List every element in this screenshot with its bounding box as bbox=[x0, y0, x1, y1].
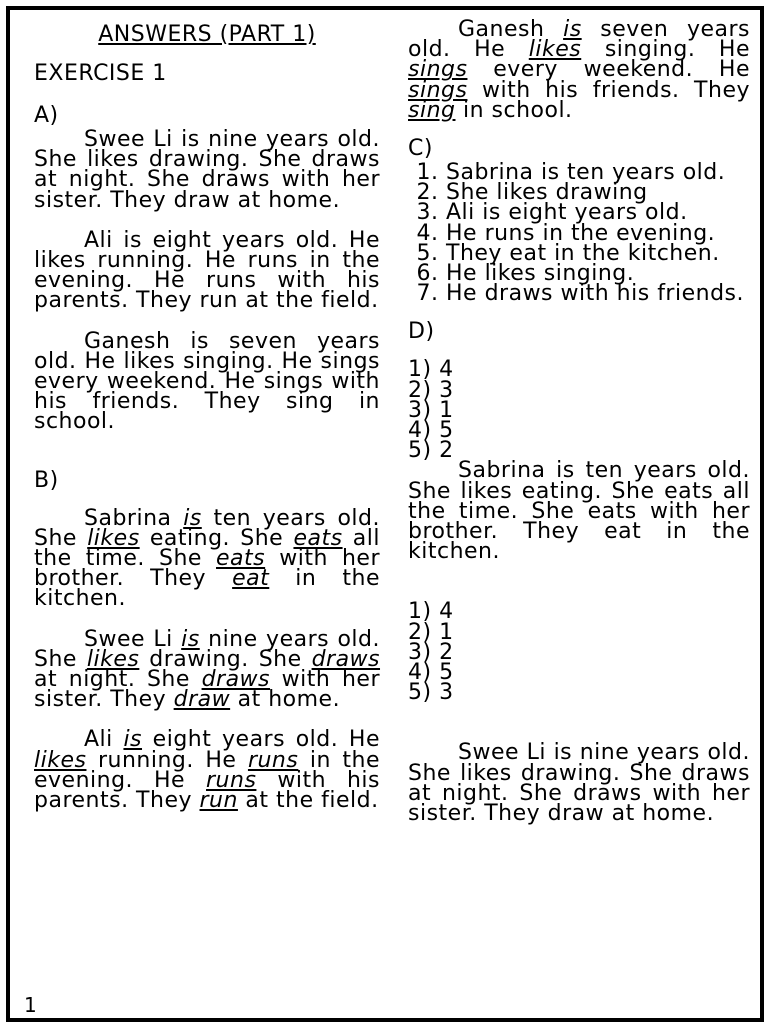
section-c-item: 1. Sabrina is ten years old. bbox=[446, 163, 750, 183]
answer-word: is bbox=[123, 727, 143, 753]
answer-word: draws bbox=[201, 667, 271, 693]
text-run: at the field. bbox=[237, 788, 379, 814]
order-item: 5) 2 bbox=[408, 438, 454, 464]
answer-word: likes bbox=[87, 525, 140, 551]
text-run: in the kitchen. bbox=[34, 566, 380, 612]
section-c-item: 2. She likes drawing bbox=[446, 183, 750, 203]
text-run: in school. bbox=[455, 97, 573, 123]
text-run: with her brother. They bbox=[34, 546, 380, 592]
section-a-paragraph-2: Ali is eight years old. He likes running. He runs in the evening. He runs with his parents. They run at the field. bbox=[34, 227, 380, 314]
left-column bbox=[34, 20, 381, 814]
order-item: 1) 4 bbox=[408, 357, 454, 383]
answer-word: likes bbox=[86, 646, 140, 672]
text-run: in the evening. He bbox=[34, 747, 380, 793]
section-b-paragraph-2 bbox=[34, 626, 381, 713]
text-run: singing. He bbox=[581, 37, 750, 63]
text-run: at night. She bbox=[34, 667, 202, 693]
order-item: 2) 3 bbox=[408, 377, 454, 403]
text-run: Sabrina bbox=[84, 505, 184, 531]
text-run: Ali bbox=[84, 727, 124, 753]
section-a-paragraph-3: Ganesh is seven years old. He likes singing. He sings every weekend. He sings with his friends. They sing in school. bbox=[34, 328, 380, 435]
text-run: Swee Li bbox=[84, 626, 182, 652]
answer-word: sings bbox=[408, 77, 468, 103]
answer-word: sings bbox=[408, 57, 468, 83]
section-c-list bbox=[408, 160, 750, 307]
text-run: with his friends. They bbox=[467, 77, 750, 103]
answer-word: draw bbox=[173, 687, 231, 713]
answer-word: eats bbox=[216, 546, 266, 572]
section-c-item: 5. They eat in the kitchen. bbox=[446, 244, 750, 264]
right-column bbox=[408, 17, 751, 827]
answer-word: likes bbox=[34, 747, 87, 773]
page-title: ANSWERS (PART 1) bbox=[98, 22, 316, 47]
section-c-item: 3. Ali is eight years old. bbox=[446, 203, 750, 223]
order-item: 5) 3 bbox=[408, 680, 454, 706]
answer-word: run bbox=[199, 788, 238, 814]
answer-word: eat bbox=[232, 566, 270, 592]
answer-word: is bbox=[181, 626, 200, 652]
answer-word: runs bbox=[206, 767, 257, 793]
answer-word: is bbox=[563, 17, 582, 42]
order-item: 4) 5 bbox=[408, 660, 454, 686]
section-d-order-list-2 bbox=[408, 599, 750, 706]
text-run: all the time. She bbox=[34, 525, 380, 572]
text-run: eating. She bbox=[139, 525, 294, 551]
order-item: 3) 1 bbox=[408, 397, 454, 423]
text-run: every weekend. He bbox=[467, 57, 750, 83]
text-run: drawing. She bbox=[139, 646, 312, 672]
text-run: with her sister. They bbox=[34, 667, 380, 713]
page-frame bbox=[6, 6, 764, 1022]
answer-word: draws bbox=[311, 646, 381, 672]
text-run: Ganesh bbox=[458, 17, 564, 42]
answer-word: likes bbox=[528, 37, 582, 63]
section-d-paragraph-1: Sabrina is ten years old. She likes eating. She eats all the time. She eats with her brother. They eat in the kitchen. bbox=[408, 458, 750, 565]
text-run: nine years old. She bbox=[34, 626, 380, 672]
text-run: with his parents. They bbox=[34, 767, 380, 814]
exercise-heading: EXERCISE 1 bbox=[34, 61, 167, 86]
order-item: 2) 1 bbox=[408, 619, 454, 645]
answer-word: is bbox=[183, 505, 202, 531]
section-d-label: D) bbox=[408, 319, 435, 345]
section-c-item: 6. He likes singing. bbox=[446, 264, 750, 284]
page-number: 1 bbox=[24, 993, 37, 1017]
section-d-paragraph-2: Swee Li is nine years old. She likes drawing. She draws at night. She draws with her sister. They draw at home. bbox=[408, 740, 750, 827]
section-c-item: 7. He draws with his friends. bbox=[446, 284, 750, 304]
section-c-item: 4. He runs in the evening. bbox=[446, 224, 750, 244]
section-b-label: B) bbox=[34, 467, 59, 493]
text-run: eight years old. He bbox=[142, 727, 380, 753]
section-b-paragraph-1 bbox=[34, 505, 380, 612]
section-a-paragraph-1: Swee Li is nine years old. She likes drawing. She draws at night. She draws with her sister. They draw at home. bbox=[34, 127, 380, 213]
section-d-order-list-1 bbox=[408, 357, 750, 464]
section-c-label: C) bbox=[408, 136, 433, 162]
order-item: 4) 5 bbox=[408, 418, 454, 444]
text-run: seven years old. He bbox=[408, 17, 751, 63]
text-run: ten years old. She bbox=[34, 505, 380, 551]
section-a-label: A) bbox=[34, 103, 59, 128]
answer-word: runs bbox=[247, 747, 299, 773]
answer-word: sing bbox=[408, 97, 456, 123]
section-b-paragraph-4 bbox=[408, 17, 751, 123]
text-run: at home. bbox=[230, 687, 341, 713]
order-item: 3) 2 bbox=[408, 639, 454, 665]
text-run: running. He bbox=[86, 747, 248, 773]
order-item: 1) 4 bbox=[408, 599, 454, 625]
answer-word: eats bbox=[293, 525, 343, 551]
section-b-paragraph-3 bbox=[34, 727, 380, 814]
